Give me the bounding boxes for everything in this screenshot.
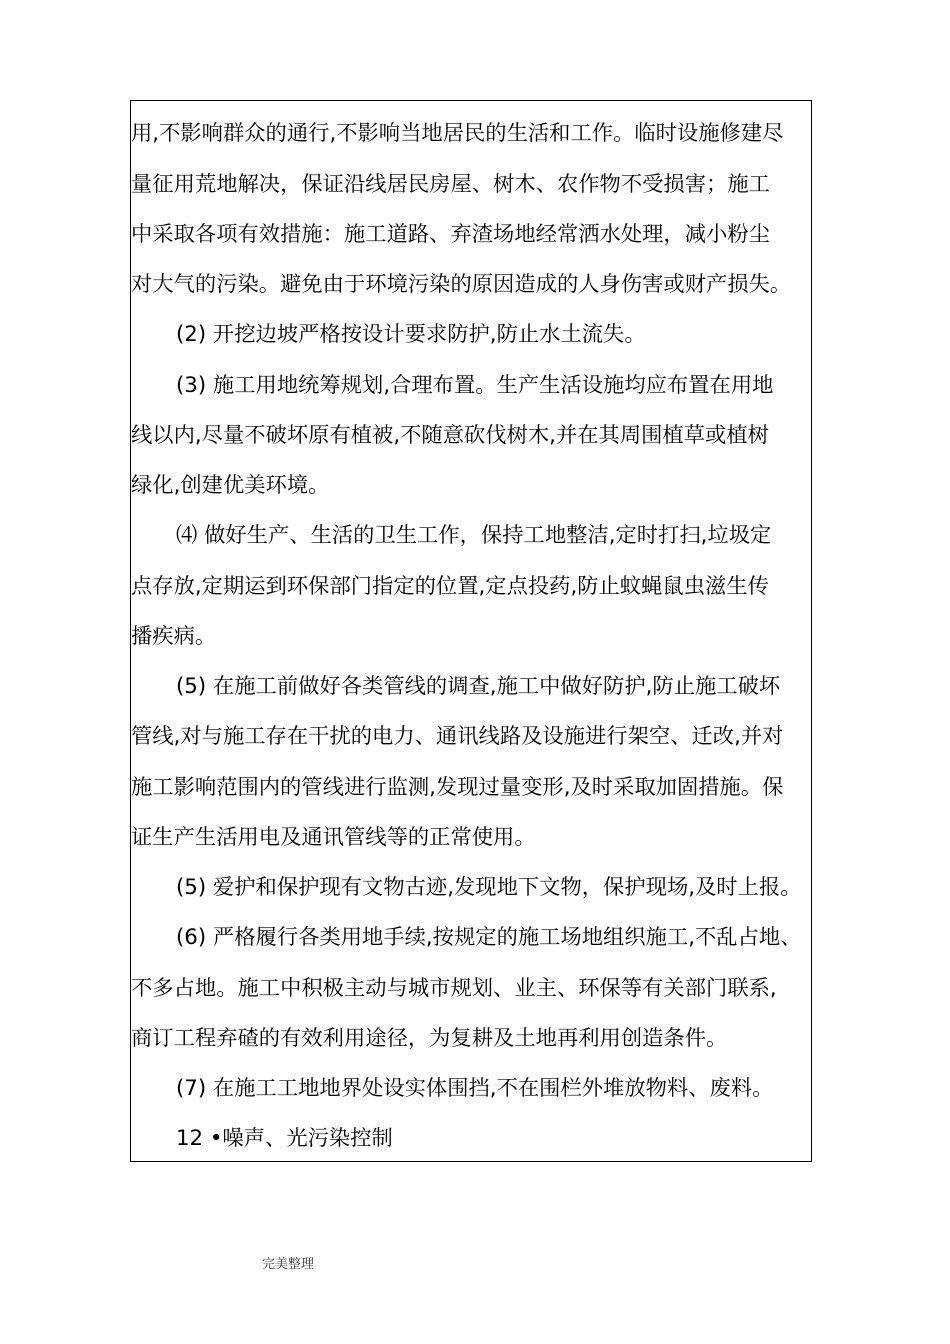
- text-line: 证生产生活用电及通讯管线等的正常使用。: [131, 825, 536, 850]
- paragraph-4: ⑷ 做好生产、生活的卫生工作，保持工地整洁,定时打扫,垃圾定: [176, 523, 772, 548]
- section-heading: 12 •噪声、光污染控制: [176, 1126, 393, 1151]
- text-line: 绿化,创建优美环境。: [131, 473, 330, 498]
- text-line: 管线,对与施工存在干扰的电力、通讯线路及设施进行架空、迁改,并对: [131, 724, 784, 749]
- text-line: 施工影响范围内的管线进行监测,发现过量变形,及时采取加固措施。保: [131, 775, 784, 800]
- text-line: 对大气的污染。避免由于环境污染的原因造成的人身伤害或财产损失。: [131, 272, 792, 297]
- footer-note: 完美整理: [262, 1257, 315, 1272]
- text-line: 点存放,定期运到环保部门指定的位置,定点投药,防止蚊蝇鼠虫滋生传: [131, 574, 769, 599]
- paragraph-3: (3) 施工用地统筹规划,合理布置。生产生活设施均应布置在用地: [176, 373, 774, 398]
- text-line: 用,不影响群众的通行,不影响当地居民的生活和工作。临时设施修建尽: [131, 121, 784, 146]
- paragraph-5b: (5) 爱护和保护现有文物古迹,发现地下文物，保护现场,及时上报。: [176, 875, 802, 900]
- paragraph-7: (7) 在施工工地地界处设实体围挡,不在围栏外堆放物料、废料。: [176, 1076, 774, 1101]
- text-line: 线以内,尽量不破坏原有植被,不随意砍伐树木,并在其周围植草或植树: [131, 423, 769, 448]
- paragraph-6: (6) 严格履行各类用地手续,按规定的施工场地组织施工,不乱占地、: [176, 925, 802, 950]
- text-line: 不多占地。施工中积极主动与城市规划、业主、环保等有关部门联系,: [131, 976, 777, 1001]
- paragraph-2: (2) 开挖边坡严格按设计要求防护,防止水土流失。: [176, 322, 646, 347]
- text-line: 播疾病。: [131, 624, 217, 649]
- text-line: 量征用荒地解决，保证沿线居民房屋、树木、农作物不受损害；施工: [131, 172, 770, 197]
- text-line: 中采取各项有效措施：施工道路、弃渣场地经常洒水处理，减小粉尘: [131, 222, 770, 247]
- text-line: 商订工程弃碴的有效利用途径，为复耕及土地再利用创造条件。: [131, 1026, 728, 1051]
- paragraph-5a: (5) 在施工前做好各类管线的调查,施工中做好防护,防止施工破坏: [176, 674, 781, 699]
